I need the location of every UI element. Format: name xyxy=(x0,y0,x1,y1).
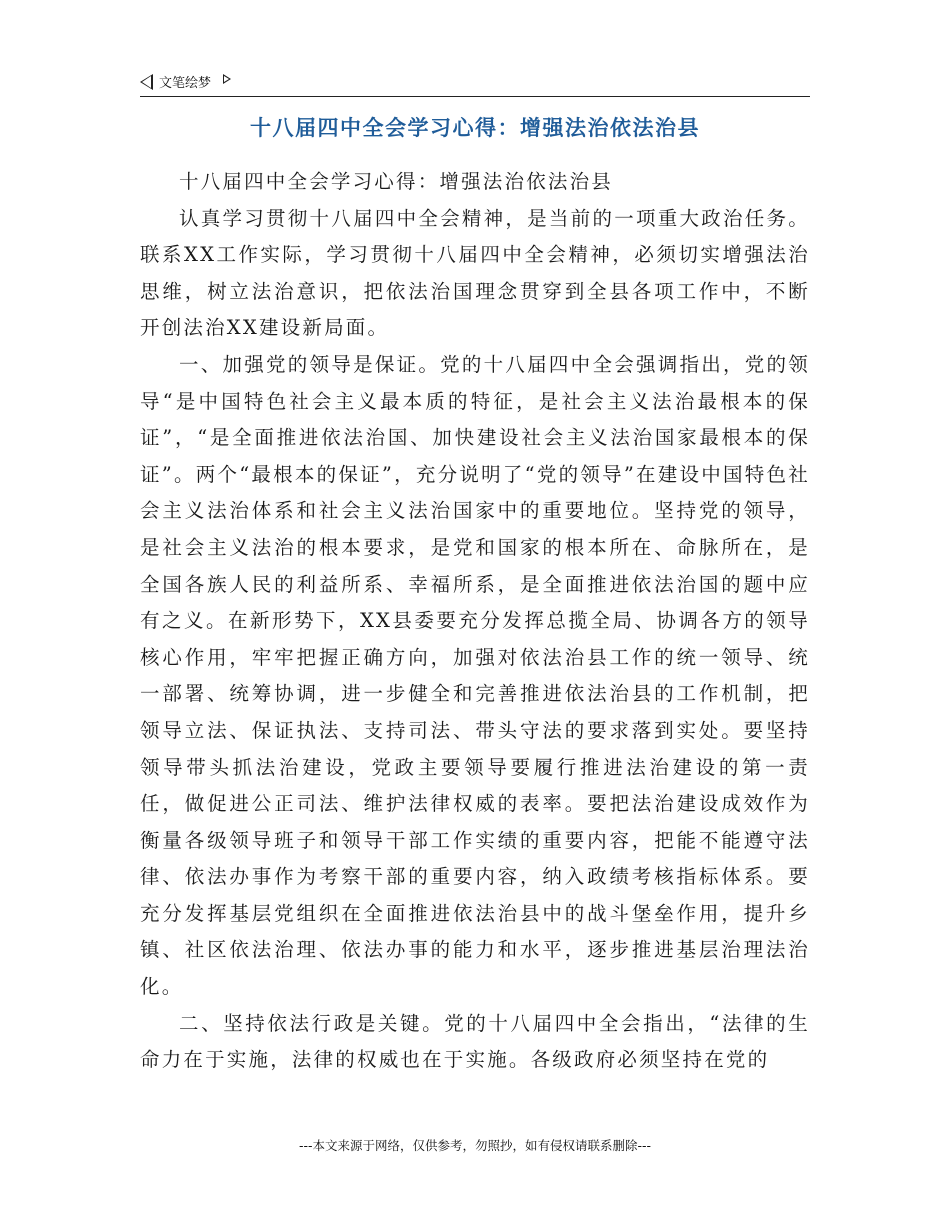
header-brand-group xyxy=(140,72,231,91)
body-paragraph-subtitle: 十八届四中全会学习心得：增强法治依法治县 xyxy=(179,170,614,193)
document-title: 十八届四中全会学习心得：增强法治依法治县 xyxy=(250,115,700,140)
header-brand: 文笔绘梦 xyxy=(159,76,212,91)
right-triangle-icon xyxy=(223,74,231,84)
left-triangle-icon xyxy=(140,74,153,90)
page-header xyxy=(140,70,810,97)
body-paragraph-section-2: 二、坚持依法行政是关键。党的十八届四中全会指出，“法律的生命力在于实施，法律的权威也在于实施。各级政府必须坚持在党的 xyxy=(140,1011,810,1072)
body-paragraph-section-1: 一、加强党的领导是保证。党的十八届四中全会强调指出，党的领导“是中国特色社会主义最本质的特征，是社会主义法治最根本的保证”，“是全面推进依法治国、加快建设社会主义法治国家最根本的保证”。两个“最根本的保证”，充分说明了“党的领导”在建设中国特色社会主义法治体系和社会主义法治国家中的重要地位。坚持党的领导，是社会主义法治的根本要求，是党和国家的根本所在、命脉所在，是全国各族人民的利益所系、幸福所系，是全面推进依法治国的题中应有之义。在新形势下，XX县委要充分发挥总揽全局、协调各方的领导核心作用，牢牢把握正确方向，加强对依法治县工作的统一领导、统一部署、统筹协调，进一步健全和完善推进依法治县的工作机制，把领导立法、保证执法、支持司法、带头守法的要求落到实处。要坚持领导带头抓法治建设，党政主要领导要履行推进法治建设的第一责任，做促进公正司法、维护法律权威的表率。要把法治建设成效作为衡量各级领导班子和领导干部工作实绩的重要内容，把能不能遵守法律、依法办事作为考察干部的重要内容，纳入政绩考核指标体系。要充分发挥基层党组织在全面推进依法治县中的战斗堡垒作用，提升乡镇、社区依法治理、依法办事的能力和水平，逐步推进基层治理法治化。 xyxy=(140,352,810,999)
body-paragraph-intro: 认真学习贯彻十八届四中全会精神，是当前的一项重大政治任务。联系XX工作实际，学习贯彻十八届四中全会精神，必须切实增强法治思维，树立法治意识，把依法治国理念贯穿到全县各项工作中，不断开创法治XX建设新局面。 xyxy=(140,206,810,340)
page-footer: ---本文来源于网络，仅供参考，勿照抄，如有侵权请联系删除--- xyxy=(298,1138,652,1153)
document-body xyxy=(140,164,810,1079)
